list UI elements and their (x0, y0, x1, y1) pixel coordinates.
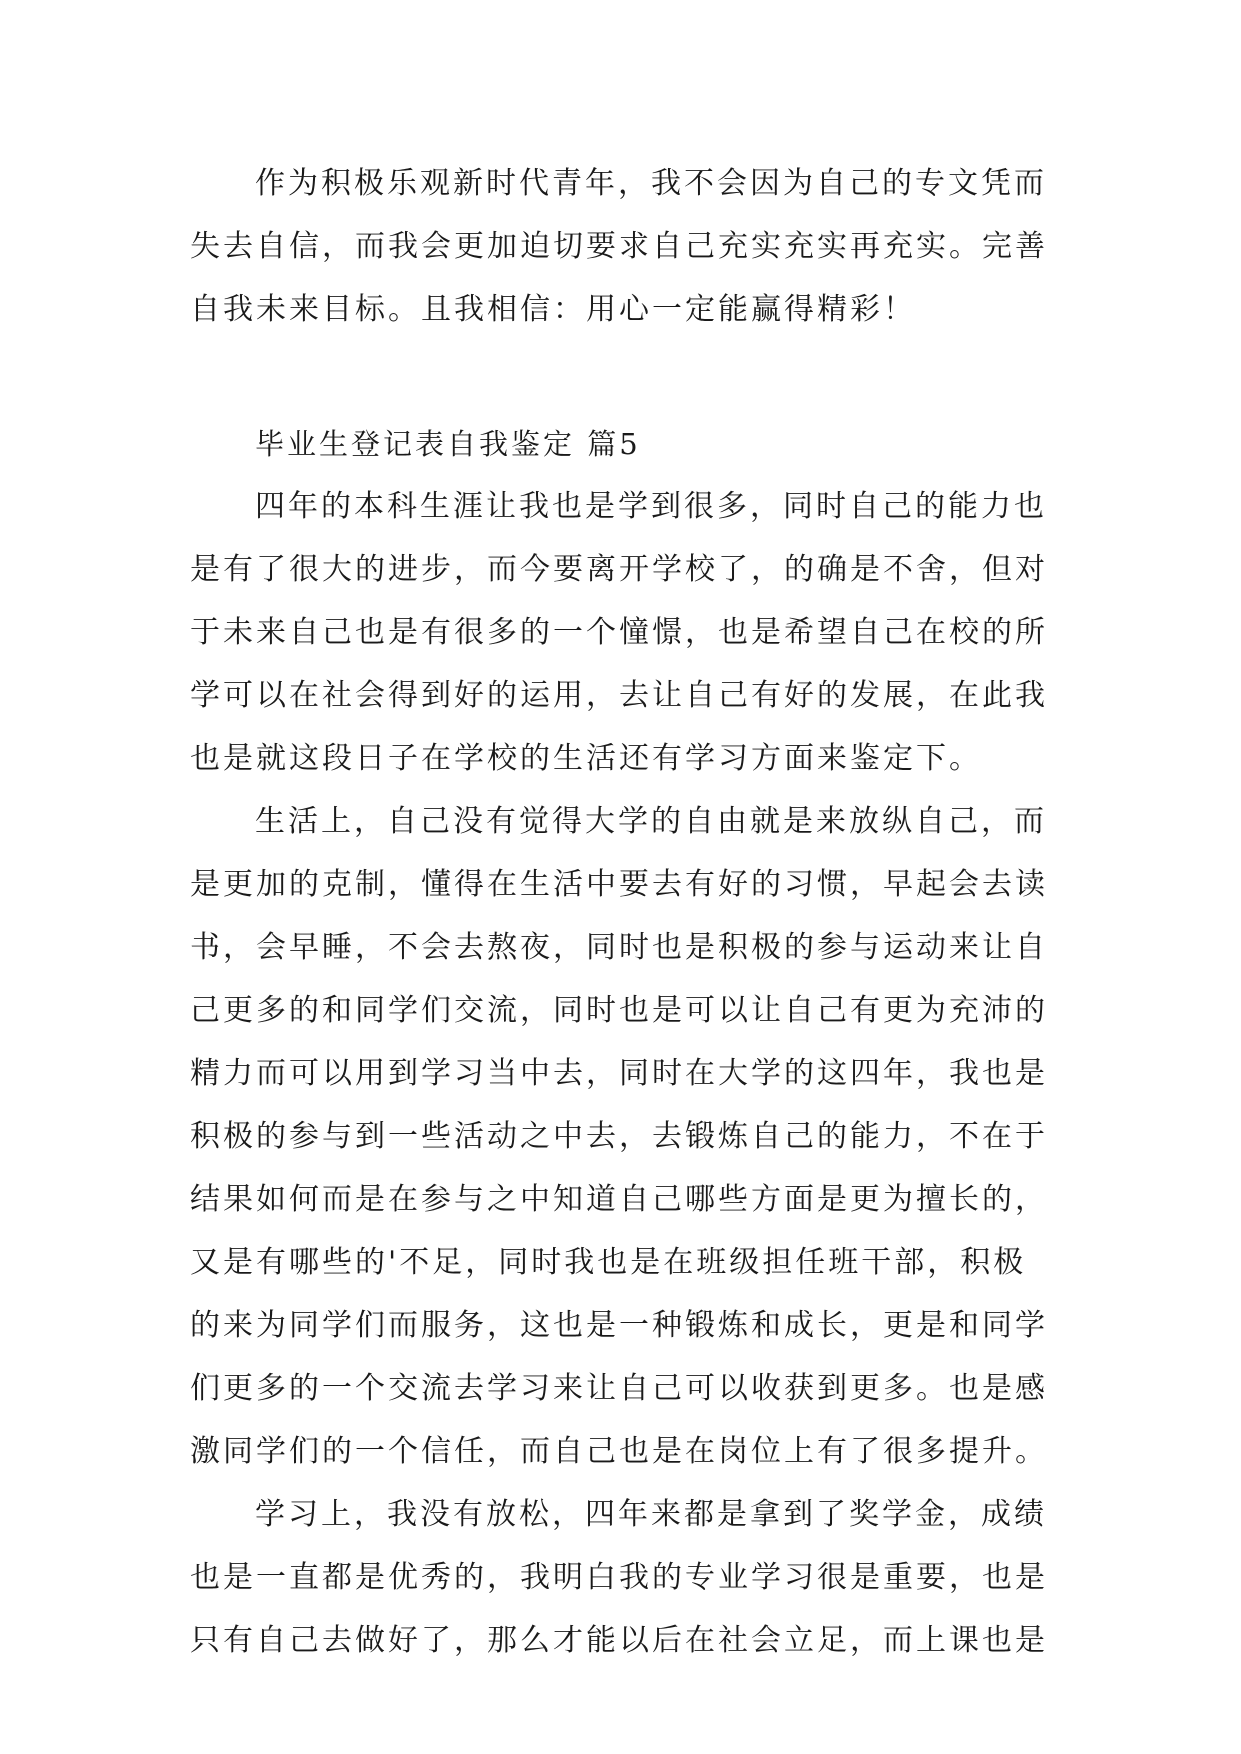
text-line: 又是有哪些的'不足，同时我也是在班级担任班干部，积极 (190, 1245, 1027, 1280)
text-line: 积极的参与到一些活动之中去，去锻炼自己的能力，不在于 (190, 1119, 1048, 1154)
text-line: 的来为同学们而服务，这也是一种锻炼和成长，更是和同学 (190, 1308, 1048, 1343)
text-line: 是有了很大的进步，而今要离开学校了，的确是不舍，但对 (190, 552, 1048, 587)
text-line: 也是就这段日子在学校的生活还有学习方面来鉴定下。 (190, 741, 982, 776)
text-line: 四年的本科生涯让我也是学到很多，同时自己的能力也 (255, 489, 1047, 524)
text-line: 失去自信，而我会更加迫切要求自己充实充实再充实。完善 (190, 229, 1048, 264)
text-line: 学可以在社会得到好的运用，去让自己有好的发展，在此我 (190, 678, 1048, 713)
text-line: 书，会早睡，不会去熬夜，同时也是积极的参与运动来让自 (190, 930, 1048, 965)
text-line: 激同学们的一个信任，而自己也是在岗位上有了很多提升。 (190, 1434, 1048, 1469)
text-line: 也是一直都是优秀的，我明白我的专业学习很是重要，也是 (190, 1560, 1048, 1595)
text-line: 生活上，自己没有觉得大学的自由就是来放纵自己，而 (255, 804, 1047, 839)
section-heading: 毕业生登记表自我鉴定 篇5 (255, 427, 641, 461)
text-line: 作为积极乐观新时代青年，我不会因为自己的专文凭而 (255, 166, 1047, 201)
text-line: 是更加的克制，懂得在生活中要去有好的习惯，早起会去读 (190, 867, 1048, 902)
text-line: 只有自己去做好了，那么才能以后在社会立足，而上课也是 (190, 1623, 1048, 1658)
text-line: 们更多的一个交流去学习来让自己可以收获到更多。也是感 (190, 1371, 1048, 1406)
text-line: 自我未来目标。且我相信：用心一定能赢得精彩！ (190, 292, 916, 327)
text-line: 学习上，我没有放松，四年来都是拿到了奖学金，成绩 (255, 1497, 1047, 1532)
text-line: 于未来自己也是有很多的一个憧憬，也是希望自己在校的所 (190, 615, 1048, 650)
text-line: 己更多的和同学们交流，同时也是可以让自己有更为充沛的 (190, 993, 1048, 1028)
text-line: 结果如何而是在参与之中知道自己哪些方面是更为擅长的， (190, 1182, 1048, 1217)
text-line: 精力而可以用到学习当中去，同时在大学的这四年，我也是 (190, 1056, 1048, 1091)
